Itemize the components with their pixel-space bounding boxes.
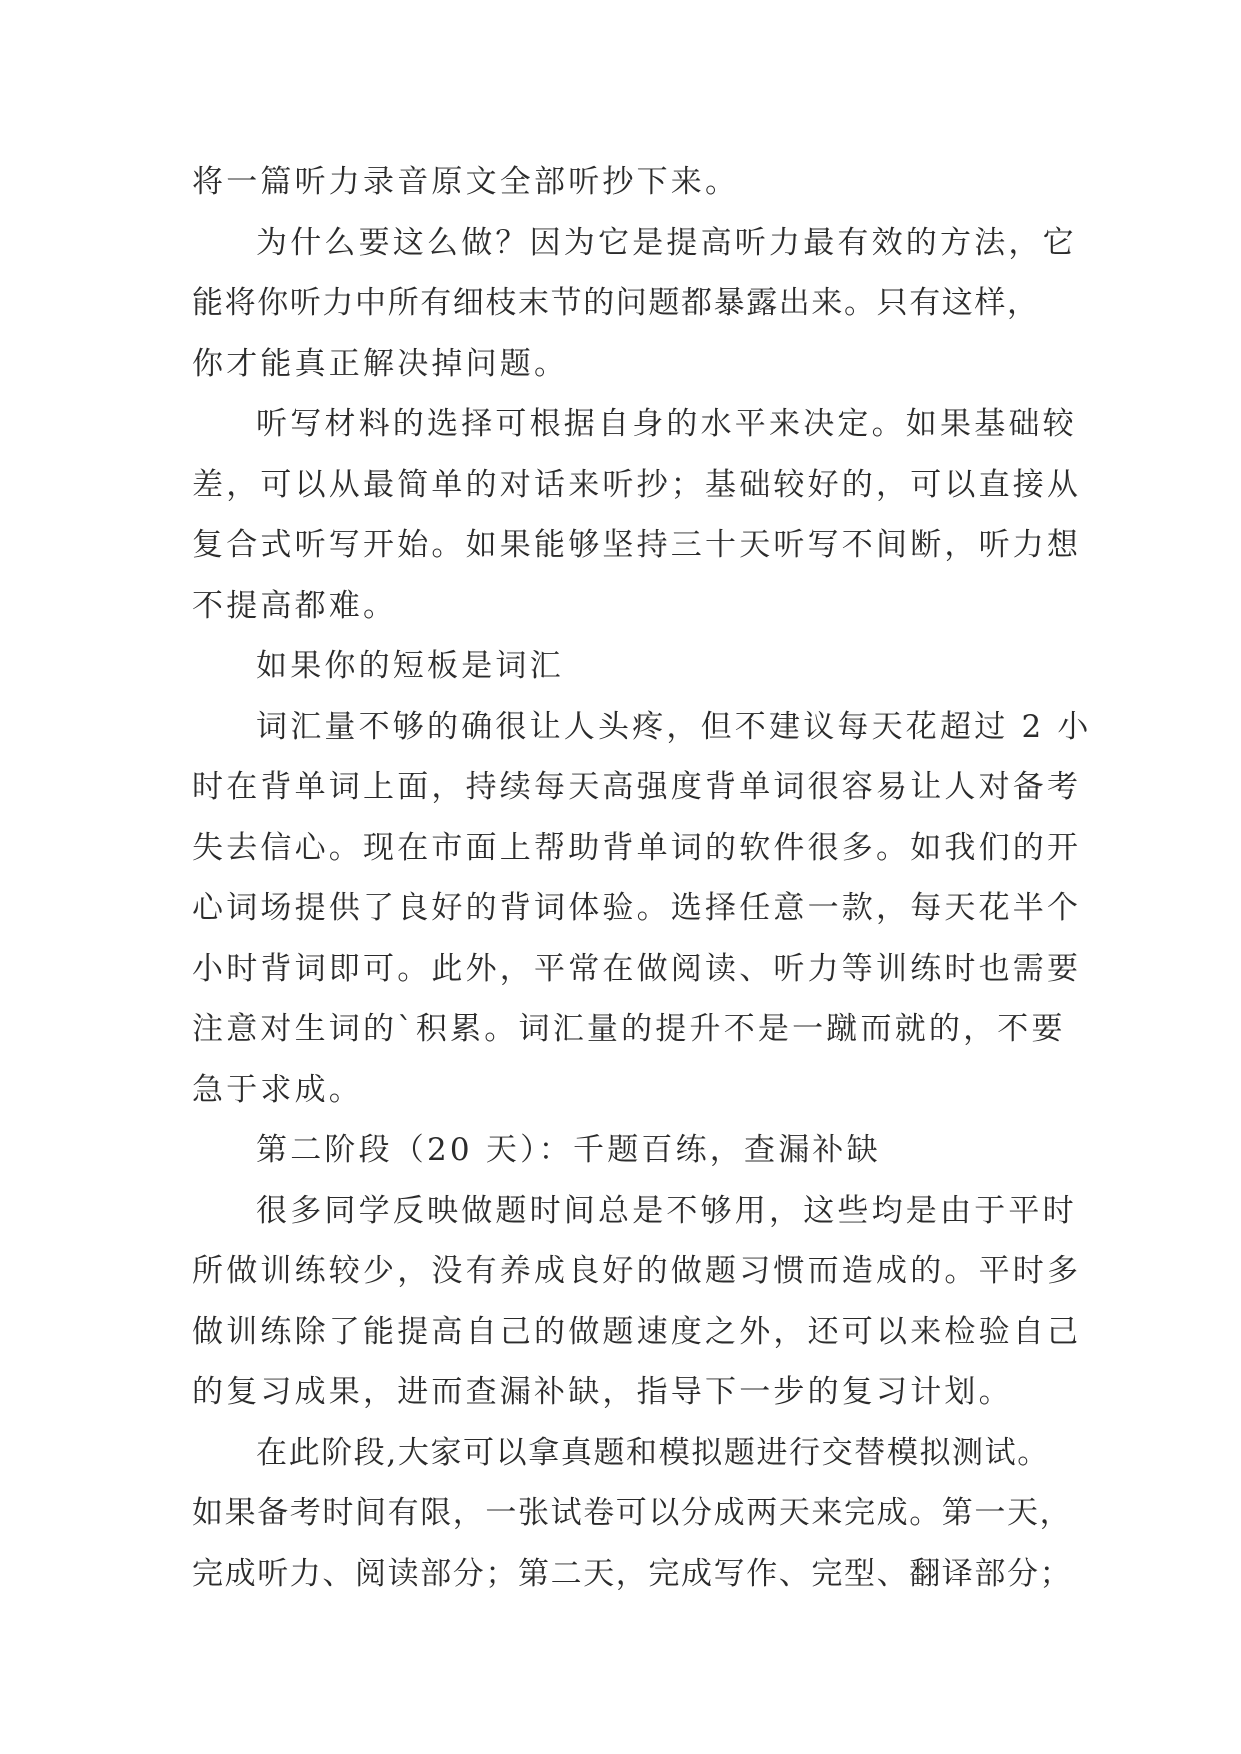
- text-line: 差，可以从最简单的对话来听抄；基础较好的，可以直接从: [192, 466, 1082, 503]
- text-line: 急于求成。: [192, 1071, 363, 1108]
- text-line: 心词场提供了良好的背词体验。选择任意一款，每天花半个: [192, 890, 1082, 926]
- text-line: 不提高都难。: [192, 587, 398, 624]
- text-line: 注意对生词的`积累。词汇量的提升不是一蹴而就的，不要: [192, 1011, 1066, 1047]
- text-line: 失去信心。现在市面上帮助背单词的软件很多。如我们的开: [192, 829, 1082, 866]
- text-line: 小时背词即可。此外，平常在做阅读、听力等训练时也需要: [192, 950, 1082, 987]
- section-heading: 如果你的短板是词汇: [256, 648, 564, 684]
- paragraph-start-line: 词汇量不够的确很让人头疼，但不建议每天花超过 2 小: [256, 708, 1092, 745]
- paragraph-start-line: 很多同学反映做题时间总是不够用，这些均是由于平时: [256, 1192, 1077, 1229]
- text-line: 如果备考时间有限，一张试卷可以分成两天来完成。第一天，: [192, 1495, 1073, 1531]
- text-line: 时在背单词上面，持续每天高强度背单词很容易让人对备考: [192, 769, 1082, 805]
- text-line: 所做训练较少，没有养成良好的做题习惯而造成的。平时多: [192, 1253, 1082, 1289]
- section-heading: 第二阶段（20 天）：千题百练，查漏补缺: [256, 1132, 881, 1168]
- text-line: 完成听力、阅读部分；第二天，完成写作、完型、翻译部分；: [192, 1555, 1073, 1592]
- text-line: 能将你听力中所有细枝末节的问题都暴露出来。只有这样，: [192, 285, 1040, 321]
- paragraph-start-line: 为什么要这么做？因为它是提高听力最有效的方法，它: [256, 224, 1077, 261]
- paragraph-start-line: 听写材料的选择可根据自身的水平来决定。如果基础较: [256, 406, 1077, 442]
- text-line: 的复习成果，进而查漏补缺，指导下一步的复习计划。: [192, 1374, 1013, 1410]
- text-line: 将一篇听力录音原文全部听抄下来。: [192, 164, 740, 200]
- paragraph-start-line: 在此阶段,大家可以拿真题和模拟题进行交替模拟测试。: [256, 1434, 1050, 1471]
- text-line: 你才能真正解决掉问题。: [192, 345, 569, 382]
- text-line: 做训练除了能提高自己的做题速度之外，还可以来检验自己: [192, 1313, 1082, 1350]
- body-text: [192, 152, 1092, 1604]
- text-line: 复合式听写开始。如果能够坚持三十天听写不间断，听力想: [192, 527, 1082, 563]
